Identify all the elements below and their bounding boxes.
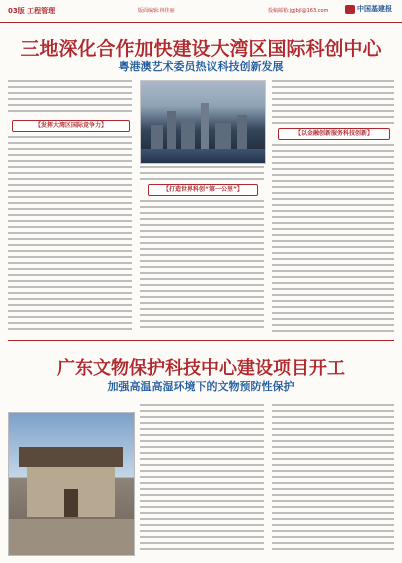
contact-email: 投稿邮箱:jgjbjl@163.com xyxy=(268,8,329,14)
photo-building xyxy=(201,103,209,151)
photo-building xyxy=(181,121,195,151)
photo-building xyxy=(237,115,247,151)
article2-photo xyxy=(8,412,135,556)
editor-label: 版面编辑:林佳丽 xyxy=(138,8,175,14)
logo-icon xyxy=(345,5,355,14)
photo-water xyxy=(141,149,265,163)
section-head-2: 【打造世界科创“第一公里”】 xyxy=(148,184,258,196)
photo-ground xyxy=(9,519,134,555)
article1-col3-top-text xyxy=(272,80,394,124)
photo-door xyxy=(64,489,78,517)
section-label: 03版 工程管理 xyxy=(8,7,56,15)
article1-photo xyxy=(140,80,266,164)
photo-building xyxy=(167,111,176,151)
article2-col3-text xyxy=(272,404,394,554)
article1-lead-text xyxy=(8,80,132,116)
logo-text: 中国基建报 xyxy=(357,5,392,13)
article1-subtitle: 粤港澳艺术委员热议科技创新发展 xyxy=(118,60,284,73)
photo-caption-text xyxy=(140,166,264,180)
article1-col1-text xyxy=(8,136,132,332)
photo-roof xyxy=(19,447,123,467)
section-divider xyxy=(8,340,394,341)
section-head-3: 【以金融创新服务科技创新】 xyxy=(278,128,390,140)
article2-col2-text xyxy=(140,404,264,554)
article1-col2-text xyxy=(140,200,264,332)
article2-subtitle: 加强高温高湿环境下的文物预防性保护 xyxy=(107,380,295,393)
article2-title: 广东文物保护科技中心建设项目开工 xyxy=(57,358,345,379)
article1-title: 三地深化合作加快建设大湾区国际科创中心 xyxy=(20,38,382,60)
newspaper-logo xyxy=(345,4,392,14)
article1-col3-text xyxy=(272,144,394,332)
section-head-1: 【发挥大湾区国际竞争力】 xyxy=(12,120,130,132)
photo-building xyxy=(151,125,163,151)
page-header xyxy=(0,0,402,23)
photo-building xyxy=(215,123,231,151)
